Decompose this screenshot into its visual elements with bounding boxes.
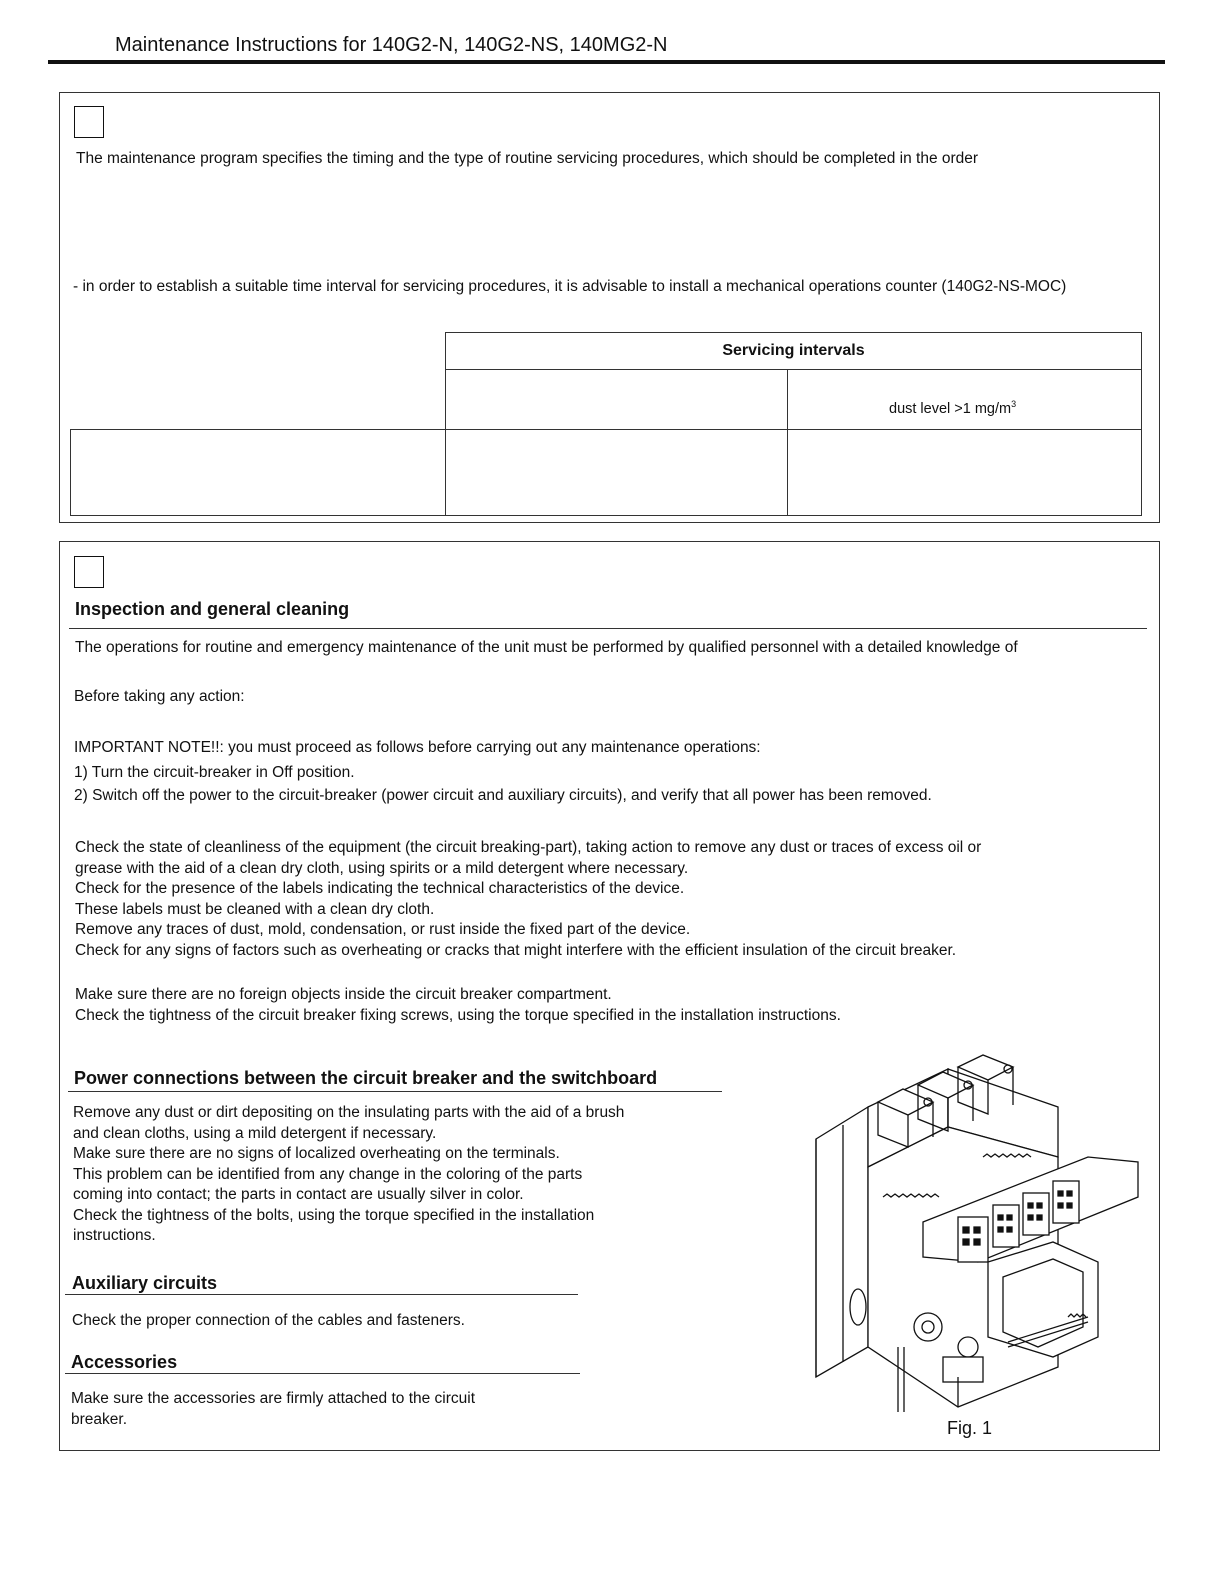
cleaning-line: Remove any traces of dust, mold, condensation, or rust inside the fixed part of the device. <box>75 921 691 938</box>
accessories-text <box>71 1389 475 1430</box>
intervals-col3-cell <box>787 369 1142 430</box>
power-heading-rule <box>68 1091 722 1092</box>
power-connections-heading: Power connections between the circuit breaker and the switchboard <box>74 1068 658 1088</box>
circuit-breaker-illustration <box>808 1047 1158 1417</box>
cleaning-line: Check for the presence of the labels indicating the technical characteristics of the device. <box>75 880 685 897</box>
accessories-line: breaker. <box>71 1410 128 1428</box>
inspection-heading: Inspection and general cleaning <box>75 599 350 619</box>
page-title: Maintenance Instructions for 140G2-N, 140G2-NS, 140MG2-N <box>115 34 668 56</box>
power-line: coming into contact; the parts in contact are usually silver in color. <box>73 1186 524 1203</box>
before-action-text: Before taking any action: <box>74 688 245 705</box>
power-line: Check the tightness of the bolts, using the torque specified in the installation <box>73 1206 595 1224</box>
inspection-section <box>59 541 1160 1451</box>
auxiliary-circuits-heading: Auxiliary circuits <box>72 1273 218 1293</box>
step-2: 2) Switch off the power to the circuit-breaker (power circuit and auxiliary circuits), and verify that all power has been removed. <box>74 787 932 804</box>
power-line: This problem can be identified from any change in the coloring of the parts <box>73 1165 583 1183</box>
compartment-checks <box>75 985 841 1026</box>
step-1: 1) Turn the circuit-breaker in Off position. <box>74 764 355 781</box>
check-line: Make sure there are no foreign objects inside the circuit breaker compartment. <box>75 986 612 1003</box>
intervals-row-label-cell <box>70 429 446 516</box>
maintenance-program-section <box>59 92 1160 523</box>
cleaning-instructions <box>75 838 981 961</box>
power-line: and clean cloths, using a mild detergent if necessary. <box>73 1124 437 1142</box>
accessories-heading: Accessories <box>71 1352 178 1372</box>
cleaning-line: Check for any signs of factors such as overheating or cracks that might interfere with the efficient insulation of the circuit breaker. <box>75 941 957 959</box>
power-line: instructions. <box>73 1227 156 1244</box>
power-connections-text <box>73 1103 624 1247</box>
intervals-row-col3-cell <box>787 429 1142 516</box>
intervals-row-col2-cell <box>445 429 788 516</box>
header-divider <box>48 60 1165 64</box>
accessories-heading-rule <box>65 1373 580 1374</box>
important-note: IMPORTANT NOTE!!: you must proceed as follows before carrying out any maintenance operations: <box>74 739 761 756</box>
dust-level-label <box>889 399 1016 417</box>
power-line: Remove any dust or dirt depositing on the insulating parts with the aid of a brush <box>73 1104 625 1121</box>
aux-heading-rule <box>65 1294 578 1295</box>
cleaning-line: These labels must be cleaned with a clean dry cloth. <box>75 900 435 918</box>
intervals-col2-cell <box>445 369 788 430</box>
section-checkbox <box>74 556 104 588</box>
qualified-personnel-text: The operations for routine and emergency maintenance of the unit must be performed by qualified personnel with a detailed knowledge of <box>75 639 1018 656</box>
auxiliary-circuits-text: Check the proper connection of the cables and fasteners. <box>72 1312 465 1329</box>
intervals-header: Servicing intervals <box>722 342 865 359</box>
cleaning-line: Check the state of cleanliness of the equipment (the circuit breaking-part), taking action to remove any dust or traces of excess oil or <box>75 839 982 856</box>
dust-level-exponent: 3 <box>1011 399 1017 409</box>
cleaning-line: grease with the aid of a clean dry cloth, using spirits or a mild detergent where necessary. <box>75 859 689 877</box>
power-line: Make sure there are no signs of localized overheating on the terminals. <box>73 1145 560 1162</box>
intervals-header-cell <box>445 332 1142 370</box>
inspection-heading-rule <box>69 628 1147 629</box>
counter-note: - in order to establish a suitable time interval for servicing procedures, it is advisable to install a mechanical operations counter (140G2-NS-MOC) <box>73 278 1067 295</box>
program-intro: The maintenance program specifies the timing and the type of routine servicing procedures, which should be completed in the order <box>76 150 979 167</box>
check-line: Check the tightness of the circuit breaker fixing screws, using the torque specified in the installation instructions. <box>75 1006 841 1024</box>
section-checkbox <box>74 106 104 138</box>
dust-level-text: dust level >1 mg/m <box>889 400 1012 417</box>
accessories-line: Make sure the accessories are firmly attached to the circuit <box>71 1390 476 1407</box>
figure-caption: Fig. 1 <box>947 1418 993 1438</box>
